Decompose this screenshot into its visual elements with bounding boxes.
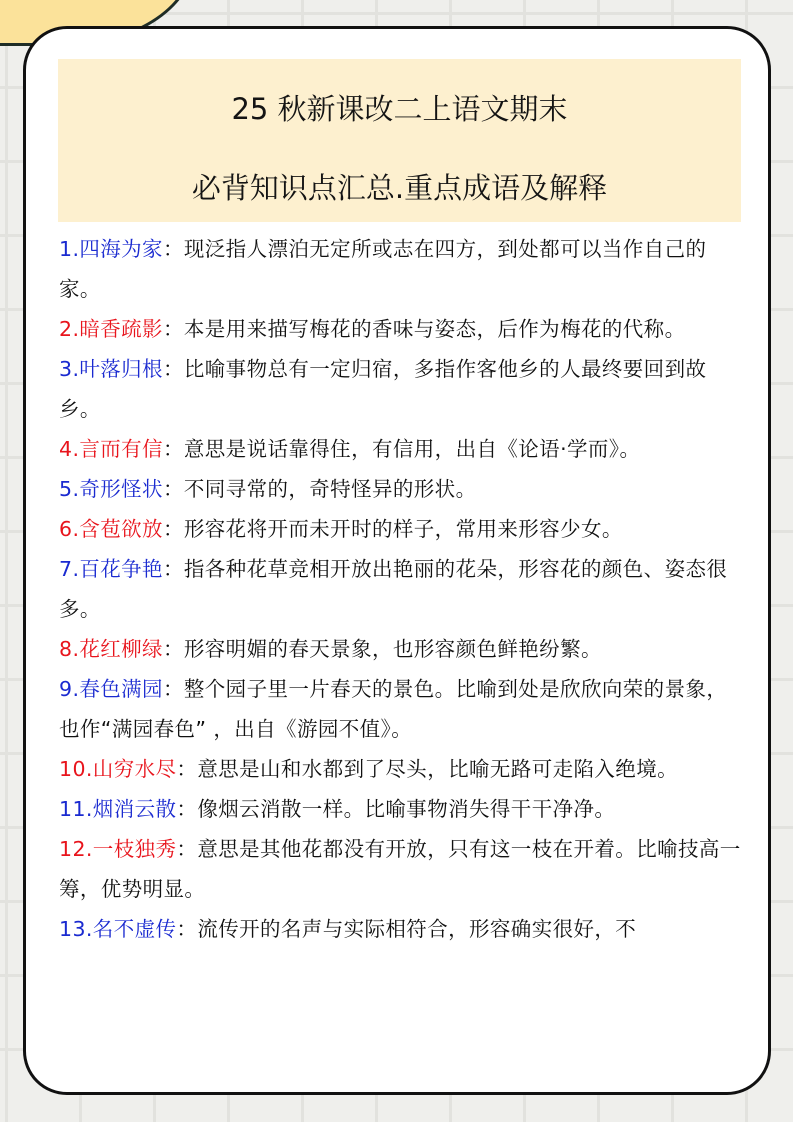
idiom-definition: 本是用来描写梅花的香味与姿态，后作为梅花的代称。 <box>183 317 686 341</box>
separator: ： <box>176 797 198 821</box>
idiom-definition: 指各种花草竞相开放出艳丽的花朵，形容花的颜色、姿态很多。 <box>59 557 728 621</box>
idiom-definition: 比喻事物总有一定归宿，多指作客他乡的人最终要回到故乡。 <box>59 357 707 421</box>
idiom-term: 12.一枝独秀 <box>59 837 177 861</box>
idiom-term: 1.四海为家 <box>59 237 163 261</box>
separator: ： <box>162 517 184 541</box>
list-item <box>59 549 743 629</box>
separator: ： <box>162 317 184 341</box>
separator: ： <box>176 917 198 941</box>
idiom-term: 9.春色满园 <box>59 677 163 701</box>
list-item <box>59 349 743 429</box>
list-item <box>59 309 743 349</box>
content-card <box>23 26 771 1095</box>
idiom-definition: 流传开的名声与实际相符合，形容确实很好，不 <box>197 917 637 941</box>
idiom-definition: 形容明媚的春天景象，也形容颜色鲜艳纷繁。 <box>183 637 602 661</box>
idiom-term: 3.叶落归根 <box>59 357 163 381</box>
idiom-definition: 不同寻常的，奇特怪异的形状。 <box>183 477 477 501</box>
list-item <box>59 429 743 469</box>
idiom-term: 10.山穷水尽 <box>59 757 177 781</box>
list-item <box>59 469 743 509</box>
list-item <box>59 829 743 909</box>
idiom-term: 8.花红柳绿 <box>59 637 163 661</box>
list-item <box>59 749 743 789</box>
idiom-term: 7.百花争艳 <box>59 557 163 581</box>
title-banner <box>58 59 741 222</box>
separator: ： <box>162 237 184 261</box>
list-item <box>59 629 743 669</box>
idiom-definition: 像烟云消散一样。比喻事物消失得干干净净。 <box>197 797 616 821</box>
list-item <box>59 909 743 949</box>
idiom-definition: 现泛指人漂泊无定所或志在四方，到处都可以当作自己的家。 <box>59 237 707 301</box>
idiom-term: 5.奇形怪状 <box>59 477 163 501</box>
page-subtitle: 必背知识点汇总.重点成语及解释 <box>191 171 608 205</box>
page-title: 25 秋新课改二上语文期末 <box>231 92 568 126</box>
separator: ： <box>176 757 198 781</box>
idiom-definition: 意思是其他花都没有开放，只有这一枝在开着。比喻技高一筹，优势明显。 <box>59 837 741 901</box>
idiom-term: 13.名不虚传 <box>59 917 177 941</box>
list-item <box>59 509 743 549</box>
separator: ： <box>162 477 184 501</box>
separator: ： <box>162 357 184 381</box>
separator: ： <box>162 437 184 461</box>
separator: ： <box>162 637 184 661</box>
idiom-definition: 形容花将开而未开时的样子，常用来形容少女。 <box>183 517 623 541</box>
idiom-definition: 意思是说话靠得住，有信用，出自《论语·学而》。 <box>183 437 641 461</box>
list-item <box>59 669 743 749</box>
idiom-definition: 意思是山和水都到了尽头，比喻无路可走陷入绝境。 <box>197 757 679 781</box>
separator: ： <box>162 557 184 581</box>
separator: ： <box>176 837 198 861</box>
idiom-term: 4.言而有信 <box>59 437 163 461</box>
idiom-term: 6.含苞欲放 <box>59 517 163 541</box>
idiom-term: 11.烟消云散 <box>59 797 177 821</box>
idiom-list <box>59 229 743 949</box>
idiom-term: 2.暗香疏影 <box>59 317 163 341</box>
idiom-definition: 整个园子里一片春天的景色。比喻到处是欣欣向荣的景象，也作“满园春色” ，出自《游园不值》。 <box>59 677 728 741</box>
separator: ： <box>162 677 184 701</box>
list-item <box>59 229 743 309</box>
list-item <box>59 789 743 829</box>
